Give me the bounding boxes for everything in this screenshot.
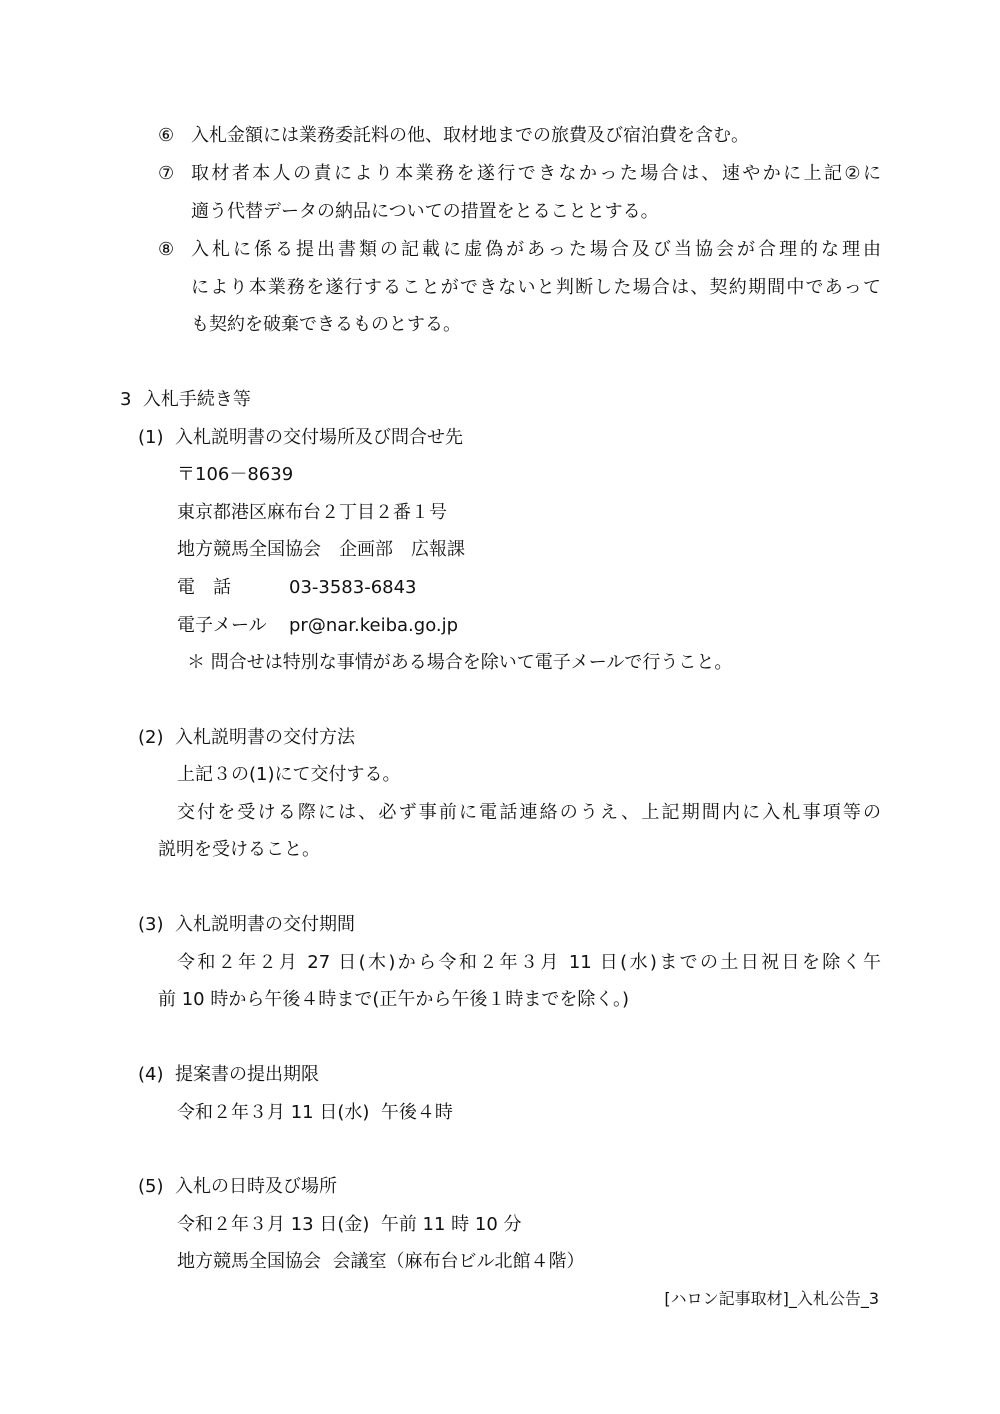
subsection-4-line-1: 令和２年３月 11 日(水) 午後４時 — [177, 1102, 453, 1123]
subsection-1-title: (1) 入札説明書の交付場所及び問合せ先 — [138, 427, 463, 448]
item-8-line-3: も契約を破棄できるものとする。 — [191, 314, 461, 335]
subsection-3-line-2: 前 10 時から午後４時まで(正午から午後１時までを除く。) — [158, 989, 630, 1010]
subsection-2-line-1: 上記３の(1)にて交付する。 — [177, 764, 401, 785]
item-7-line-2: 適う代替データの納品についての措置をとることとする。 — [191, 201, 659, 222]
subsection-2-title: (2) 入札説明書の交付方法 — [138, 727, 355, 748]
email-label: 電子メール — [177, 615, 267, 636]
address: 東京都港区麻布台２丁目２番１号 — [177, 502, 447, 523]
postal-code: 〒106－8639 — [177, 464, 294, 485]
subsection-3-title: (3) 入札説明書の交付期間 — [138, 914, 355, 935]
item-8-line-1: 入札に係る提出書類の記載に虚偽があった場合及び当協会が合理的な理由 — [191, 239, 881, 260]
item-8-line-2: により本業務を遂行することができないと判断した場合は、契約期間中であって — [191, 277, 881, 298]
phone-label: 電 話 — [177, 577, 231, 598]
inquiry-note: ＊ 問合せは特別な事情がある場合を除いて電子メールで行うこと。 — [187, 652, 733, 673]
subsection-3-line-1: 令和２年２月 27 日(木)から令和２年３月 11 日(水)までの土日祝日を除く午 — [177, 952, 881, 973]
item-7-line-1: 取材者本人の責により本業務を遂行できなかった場合は、速やかに上記②に — [191, 163, 881, 184]
item-7-marker: ⑦ — [158, 163, 175, 184]
subsection-4-title: (4) 提案書の提出期限 — [138, 1064, 319, 1085]
item-6-marker: ⑥ — [158, 125, 175, 146]
subsection-5-line-2: 地方競馬全国協会 会議室（麻布台ビル北館４階） — [177, 1251, 585, 1272]
item-8-marker: ⑧ — [158, 239, 175, 260]
item-6-text: 入札金額には業務委託料の他、取材地までの旅費及び宿泊費を含む。 — [191, 125, 749, 146]
subsection-5-title: (5) 入札の日時及び場所 — [138, 1176, 337, 1197]
subsection-2-line-2: 交付を受ける際には、必ず事前に電話連絡のうえ、上記期間内に入札事項等の — [177, 802, 881, 823]
section-3-heading: 3 入札手続き等 — [120, 389, 251, 410]
organization: 地方競馬全国協会 企画部 広報課 — [177, 539, 465, 560]
phone-number: 03-3583-6843 — [289, 577, 417, 598]
page-footer-label: [ハロン記事取材]_入札公告_3 — [664, 1289, 879, 1308]
subsection-5-line-1: 令和２年３月 13 日(金) 午前 11 時 10 分 — [177, 1214, 522, 1235]
subsection-2-line-3: 説明を受けること。 — [158, 839, 320, 860]
email-address: pr@nar.keiba.go.jp — [289, 615, 459, 636]
